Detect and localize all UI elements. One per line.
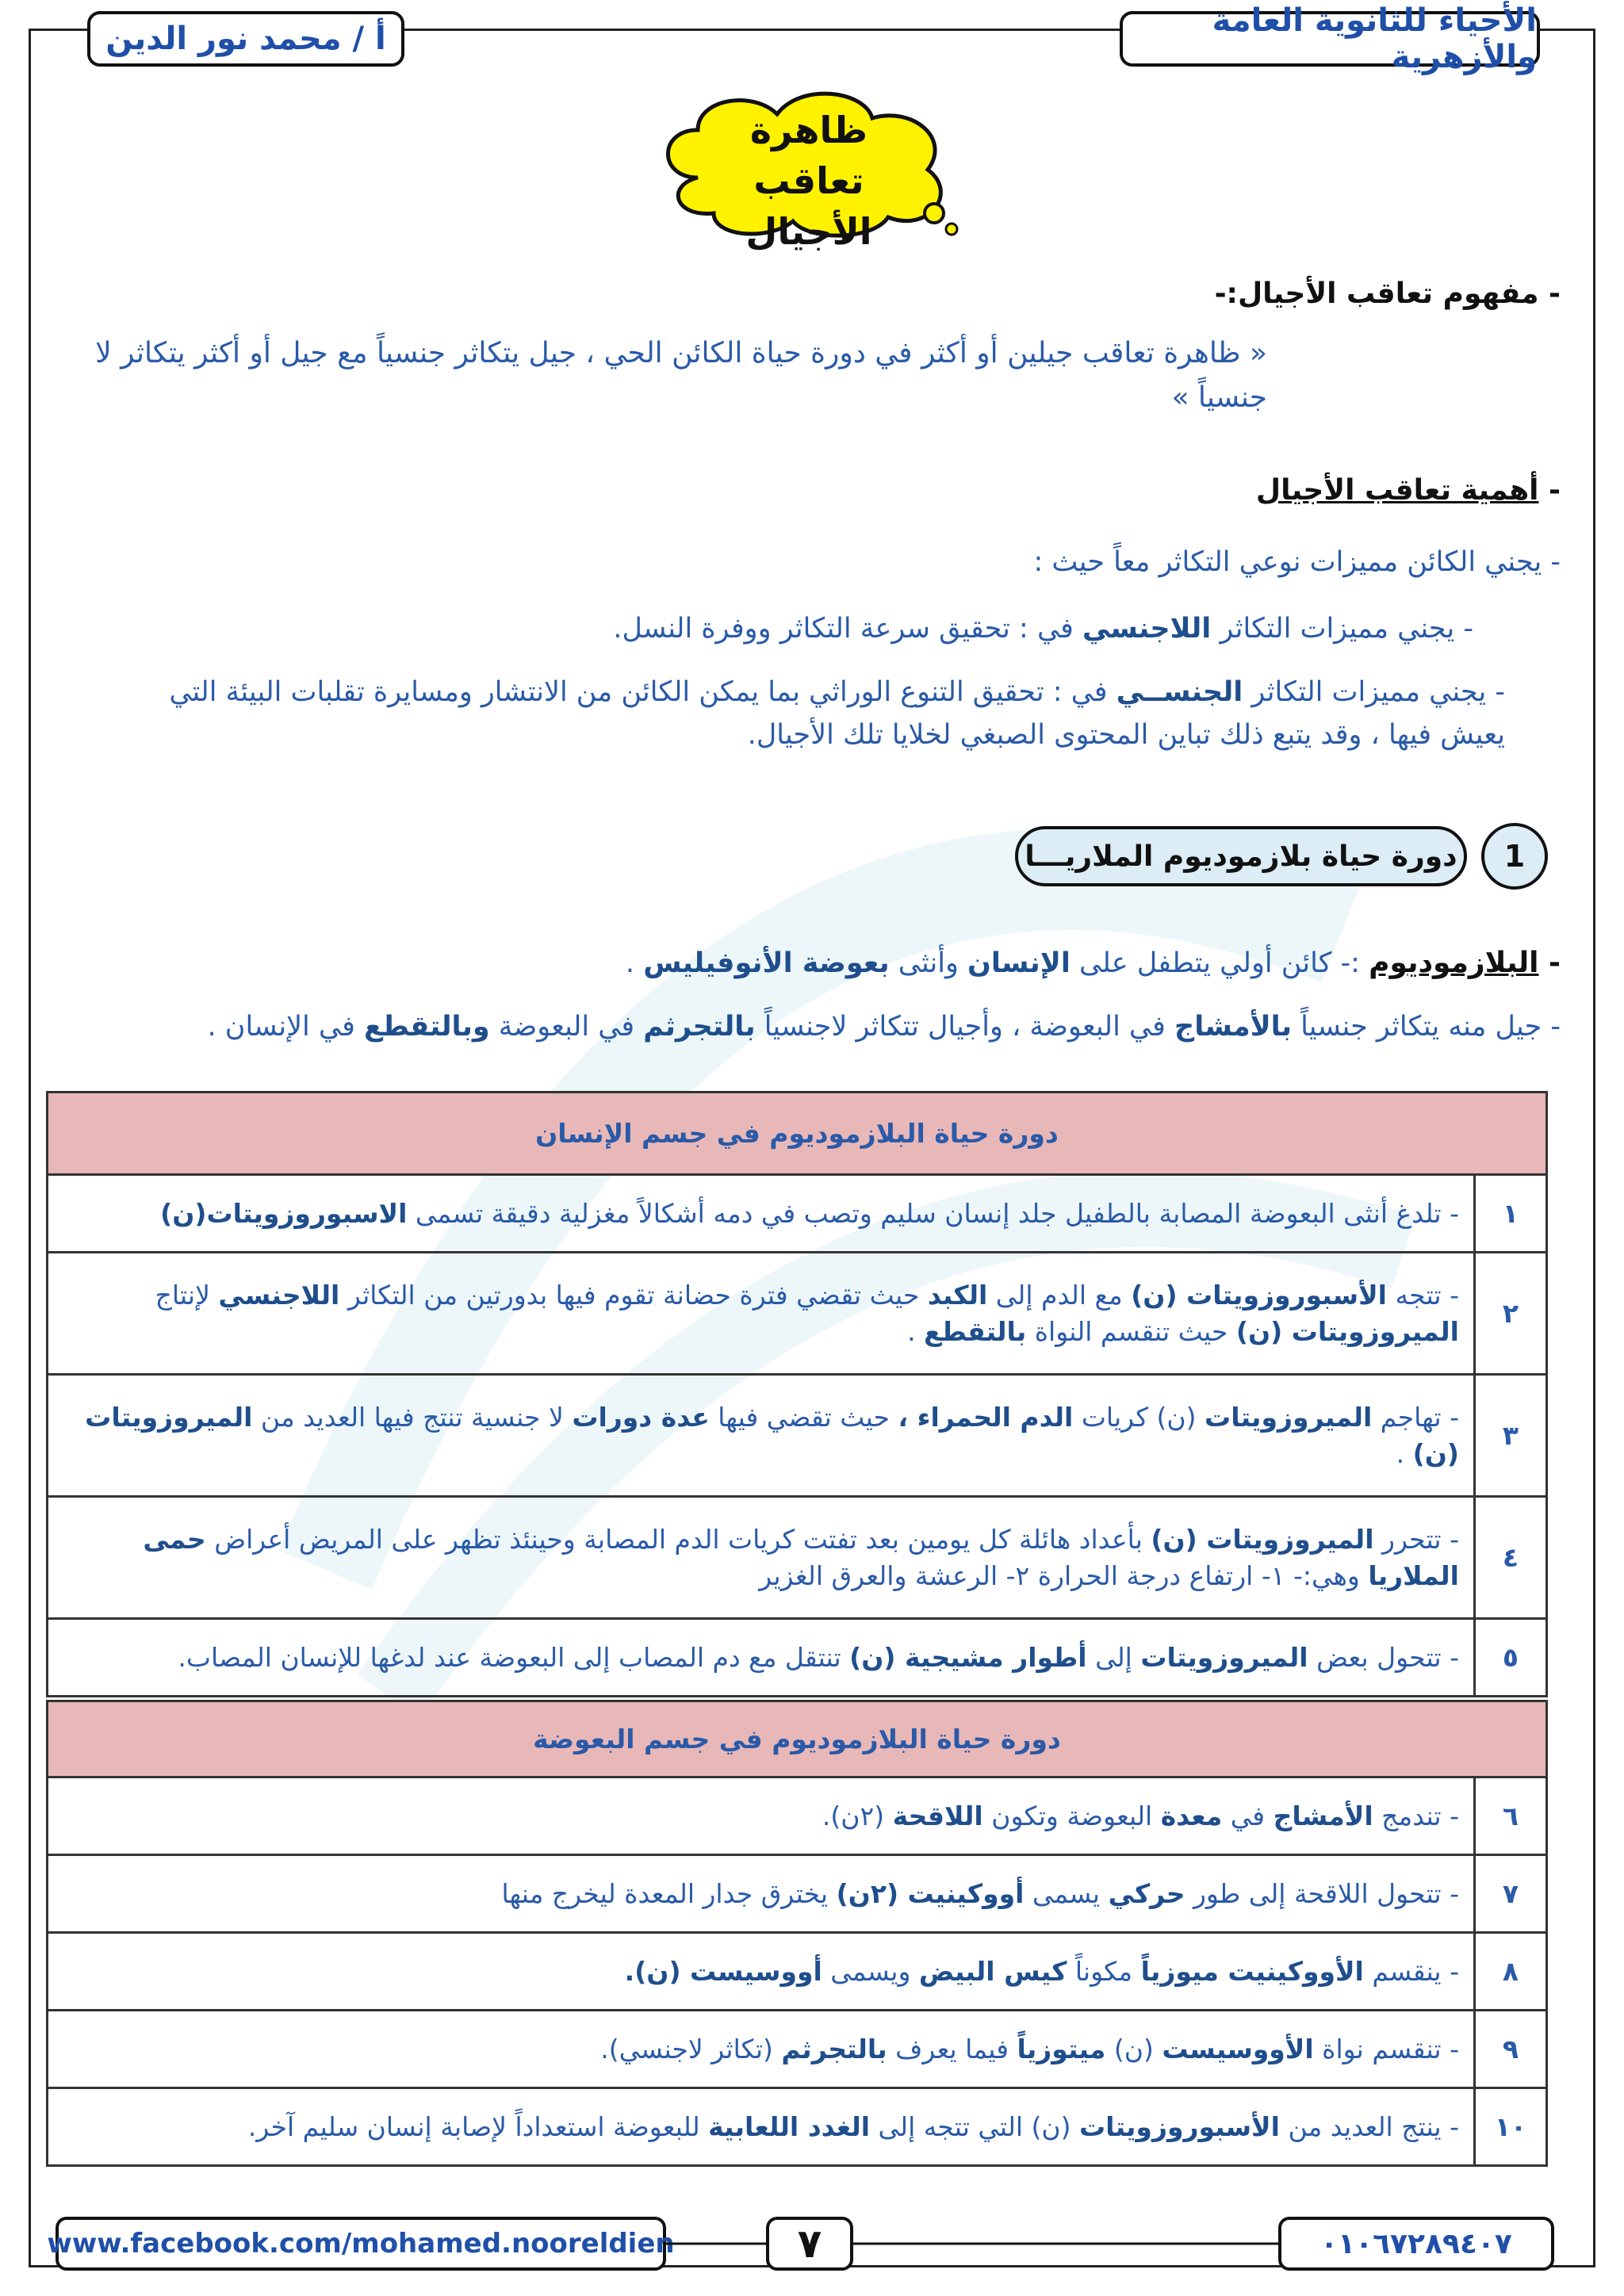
step-text [48,1497,1475,1619]
table-row [48,1855,1547,1933]
teacher-name-box [87,11,404,67]
importance-heading-text: أهمية تعاقب الأجيال [1255,474,1539,507]
step-text-part: - تلدغ أنثى البعوضة المصابة بالطفيل جلد إنسان سليم وتصب في دمه أشكالاً مغزلية دقيقة تسمى [407,1197,1459,1229]
subject-title-box [1120,2,1540,75]
step-text [48,1777,1475,1855]
repro-text-a: - جيل منه يتكاثر جنسياً [1291,1011,1561,1043]
table-row [48,1933,1547,2011]
concept-heading: - مفهوم تعاقب الأجيال:- [1214,277,1561,310]
step-text-part: يسمى [1024,1877,1109,1909]
section-header [1015,821,1554,894]
lesson-title [698,105,920,257]
step-bold-term: الأمشاج [1273,1800,1373,1831]
step-bold-term: الدم الحمراء ، [898,1401,1074,1433]
subject-title: الأحياء للثانوية العامة والأزهرية [1212,2,1537,75]
step-bold-term: الكبد [927,1279,988,1311]
step-text-part: البعوضة وتكون [982,1800,1161,1831]
step-text-part: - تتحول اللاقحة إلى طور [1185,1877,1459,1909]
step-text-part: إلى [1086,1641,1141,1673]
concept-definition: « ظاهرة تعاقب جيلين أو أكثر في دورة حياة الكائن الحي ، جيل يتكاثر جنسياً مع جيل أو أكثر يتكاثر لا جنسياً » [95,337,1267,414]
step-number: ٨ [1475,1933,1547,2011]
step-text-part: ويسمى [822,1955,919,1987]
step-text [48,2088,1475,2166]
importance-item-asexual [125,609,1473,649]
step-text-part: للبعوضة استعداداً لإصابة إنسان سليم آخر. [247,2110,709,2142]
importance-item-sexual [117,671,1505,756]
step-number: ٤ [1475,1497,1547,1619]
item2-bold: الجنســي [1116,676,1243,708]
importance-intro: - يجني الكائن مميزات نوعي التكاثر معاً حيث : [1033,546,1561,578]
step-text-part: مكوناً [1067,1955,1141,1987]
plasmodium-bold-anopheles: بعوضة الأنوفيليس [643,947,890,979]
step-text-part: . [1396,1437,1413,1469]
step-text [48,1933,1475,2011]
table-row [48,1253,1547,1375]
step-text-part: حيث تقضي فيها [709,1401,898,1433]
step-text-part: حيث تنقسم النواة [1026,1315,1236,1347]
step-number: ٣ [1475,1375,1547,1497]
facebook-url: www.facebook.com/mohamed.nooreldien [47,2228,675,2260]
step-text-part: (٢ن). [822,1800,893,1831]
item1-bold: اللاجنسي [1082,613,1212,645]
phone-number: ٠١٠٦٧٢٨٩٤٠٧ [1320,2227,1512,2260]
table-row [48,1777,1547,1855]
lesson-title-line2: الأجيال [745,210,872,253]
step-text-part: - تتحرر [1373,1523,1459,1555]
step-number: ٦ [1475,1777,1547,1855]
step-bold-term: الميروزويتات [1140,1641,1308,1673]
step-bold-term: أووكينيت (٢ن) [836,1877,1025,1909]
item1-text-b: في : تحقيق سرعة التكاثر ووفرة النسل. [613,613,1082,645]
table-row [48,1497,1547,1619]
step-bold-term: الميروزويتات (ن) [1151,1523,1374,1555]
step-text-part: مع الدم إلى [987,1279,1132,1311]
step-bold-term: الأسبوروزويتات [1079,2110,1280,2142]
mosquito-cycle-table [46,1700,1548,2167]
step-text-part: - تندمج [1373,1800,1459,1831]
step-bold-term: بالتقطع [924,1315,1027,1347]
step-text-part: - تنقسم نواة [1313,2033,1459,2064]
step-bold-term: اللاجنسي [218,1279,340,1311]
step-number: ٩ [1475,2011,1547,2088]
step-number: ١٠ [1475,2088,1547,2166]
repro-bold-sporogony: بالتجرثم [643,1011,756,1043]
step-bold-term: اللاقحة [892,1800,983,1831]
plasmodium-term: البلازموديوم [1369,947,1539,979]
table-row [48,1619,1547,1697]
table-row [48,2011,1547,2088]
mosquito-table-heading: دورة حياة البلازموديوم في جسم البعوضة [48,1701,1547,1777]
importance-heading-prefix: - [1538,474,1561,507]
step-number: ٧ [1475,1855,1547,1933]
table-header-row [48,1701,1547,1777]
step-text [48,1619,1475,1697]
page-number: ٧ [797,2221,822,2267]
step-text-part: - ينقسم [1363,1955,1459,1987]
plasmodium-dash: - [1538,947,1561,979]
repro-text-e: في الإنسان . [207,1011,364,1043]
step-text [48,1175,1475,1253]
step-text-part: - ينتج العديد من [1279,2110,1459,2142]
plasmodium-definition [94,943,1561,983]
footer-rule [0,2236,1624,2252]
step-number: ١ [1475,1175,1547,1253]
step-text-part: فيما يعرف [887,2033,1017,2064]
step-text-part: - تتحول بعض [1308,1641,1459,1673]
repro-bold-gametes: بالأمشاج [1174,1011,1292,1043]
human-table-heading: دورة حياة البلازموديوم في جسم الإنسان [48,1093,1547,1175]
step-bold-term: معدة [1160,1800,1223,1831]
teacher-name: أ / محمد نور الدين [105,21,386,57]
step-bold-term: أووسيست (ن). [624,1955,822,1987]
step-text-part: - تتجه [1386,1279,1459,1311]
importance-heading [133,474,1561,507]
step-text [48,1375,1475,1497]
step-text [48,1253,1475,1375]
plasmodium-text-c: وأنثى [889,947,968,979]
plasmodium-reproduction [94,1007,1561,1047]
step-bold-term: حركي [1108,1877,1185,1909]
table-row [48,1175,1547,1253]
item2-text-b: في : تحقيق التنوع الوراثي بما يمكن الكائن من الانتشار ومسايرة تقلبات البيئة التي يعيش فيها ، وقد يتبع ذلك تباين المحتوى الصبغي لخلايا تلك الأجيال. [169,676,1505,751]
step-number: ٢ [1475,1253,1547,1375]
step-text [48,1855,1475,1933]
step-text-part: (ن) التي تتجه إلى [870,2110,1080,2142]
step-bold-term: حمى الملاريا [143,1523,1459,1591]
step-bold-term: كيس البيض [918,1955,1067,1987]
step-bold-term: الأووسيست [1162,2033,1314,2064]
section-title: دورة حياة بلازموديوم الملاريـــا [1015,826,1467,886]
step-bold-term: ميتوزياً [1017,2033,1106,2064]
step-text-part: (ن) [1105,2033,1162,2064]
step-text [48,2011,1475,2088]
step-text-part: حيث تقضي فترة حضانة تقوم فيها بدورتين من التكاثر [339,1279,928,1311]
item2-text-a: - يجني مميزات التكاثر [1243,676,1505,708]
step-bold-term: الغدد اللعابية [708,2110,871,2142]
step-text-part: (ن) كريات [1073,1401,1205,1433]
repro-text-d: في البعوضة [489,1011,644,1043]
step-bold-term: أطوار مشيجية (ن) [849,1641,1087,1673]
section-number: 1 [1481,823,1548,890]
step-bold-term: الأووكينيت ميوزياً [1140,1955,1364,1987]
step-bold-term: الاسبوروزويتات(ن) [160,1197,408,1229]
lesson-title-line1: ظاهرة تعاقب [749,109,868,202]
step-text-part: لإنتاج [155,1279,219,1311]
plasmodium-text-a: :- كائن أولي يتطفل على [1070,947,1369,979]
table-header-row [48,1093,1547,1175]
plasmodium-text-d: . [625,947,644,979]
step-text-part: (تكاثر لاجنسي). [600,2033,782,2064]
step-text-part: في [1222,1800,1274,1831]
human-cycle-table [46,1091,1548,1697]
step-text-part: - تهاجم [1372,1401,1459,1433]
step-text-part: وهي:- ١- ارتفاع درجة الحرارة ٢- الرعشة والعرق الغزير [759,1559,1369,1591]
step-bold-term: الميروزويتات (ن) [85,1401,1459,1469]
step-text-part: لا جنسية تنتج فيها العديد من [252,1401,573,1433]
step-text-part: . [907,1315,925,1347]
step-bold-term: الأسبوروزويتات (ن) [1131,1279,1387,1311]
step-text-part: يخترق جدار المعدة ليخرج منها [501,1877,837,1909]
step-text-part: بأعداد هائلة كل يومين بعد تفتت كريات الدم المصابة وحينئذ تظهر على المريض أعراض [205,1523,1151,1555]
step-text-part: تنتقل مع دم المصاب إلى البعوضة عند لدغها للإنسان المصاب. [178,1641,850,1673]
step-bold-term: بالتجرثم [781,2033,887,2064]
table-row [48,2088,1547,2166]
repro-bold-schizogony: وبالتقطع [363,1011,490,1043]
step-number: ٥ [1475,1619,1547,1697]
item1-text-a: - يجني مميزات التكاثر [1211,613,1473,645]
repro-text-c: في البعوضة ، وأجيال تتكاثر لاجنسياً [755,1011,1174,1043]
step-bold-term: الميروزويتات (ن) [1235,1315,1459,1347]
step-bold-term: عدة دورات [572,1401,710,1433]
plasmodium-bold-human: الإنسان [967,947,1071,979]
step-bold-term: الميروزويتات [1205,1401,1373,1433]
table-row [48,1375,1547,1497]
